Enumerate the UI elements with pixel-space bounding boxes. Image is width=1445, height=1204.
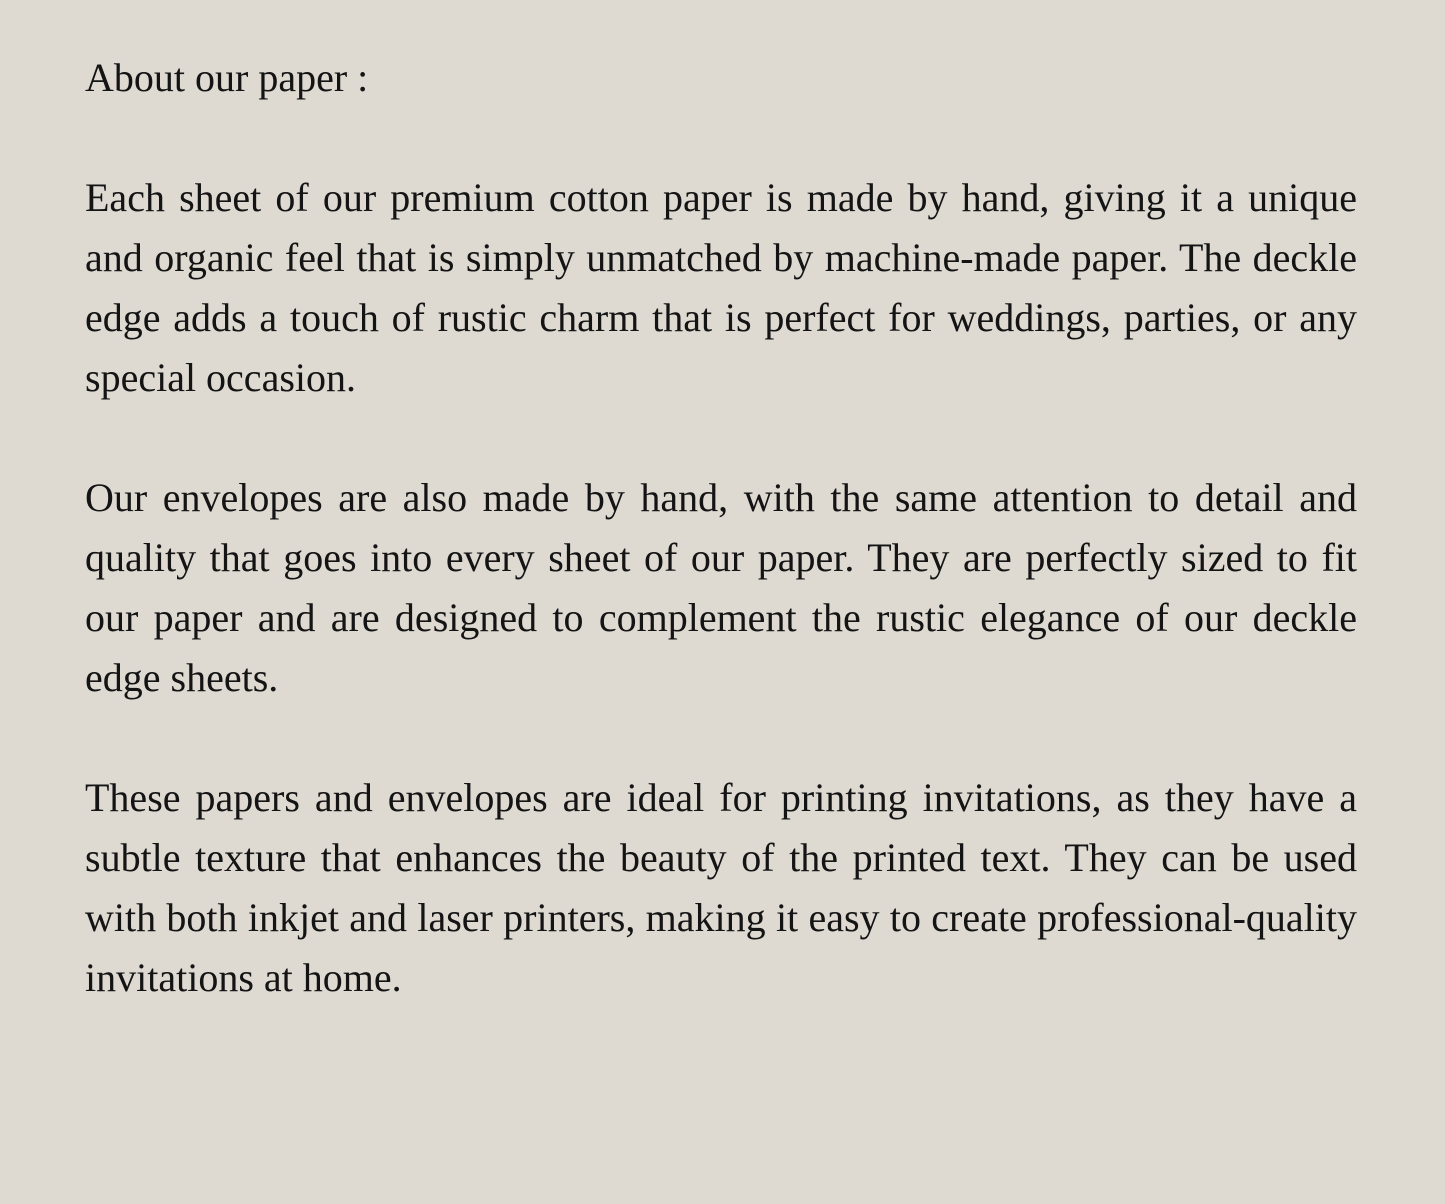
paragraph-printing-invitations: These papers and envelopes are ideal for printing invitations, as they have a subtle texture that enhances the beauty of the printed text. They can be used with both inkjet and laser printers, making it easy to create professional-quality invitations at home.: [85, 775, 1357, 1000]
page-title: About our paper :: [85, 55, 369, 100]
paragraph-envelopes: Our envelopes are also made by hand, with the same attention to detail and quality that goes into every sheet of our paper. They are perfectly sized to fit our paper and are designed to complement the rustic elegance of our deckle edge sheets.: [85, 475, 1357, 700]
paragraph-premium-cotton-paper: Each sheet of our premium cotton paper is made by hand, giving it a unique and organic feel that is simply unmatched by machine-made paper. The deckle edge adds a touch of rustic charm that is perfect for weddings, parties, or any special occasion.: [85, 175, 1357, 400]
